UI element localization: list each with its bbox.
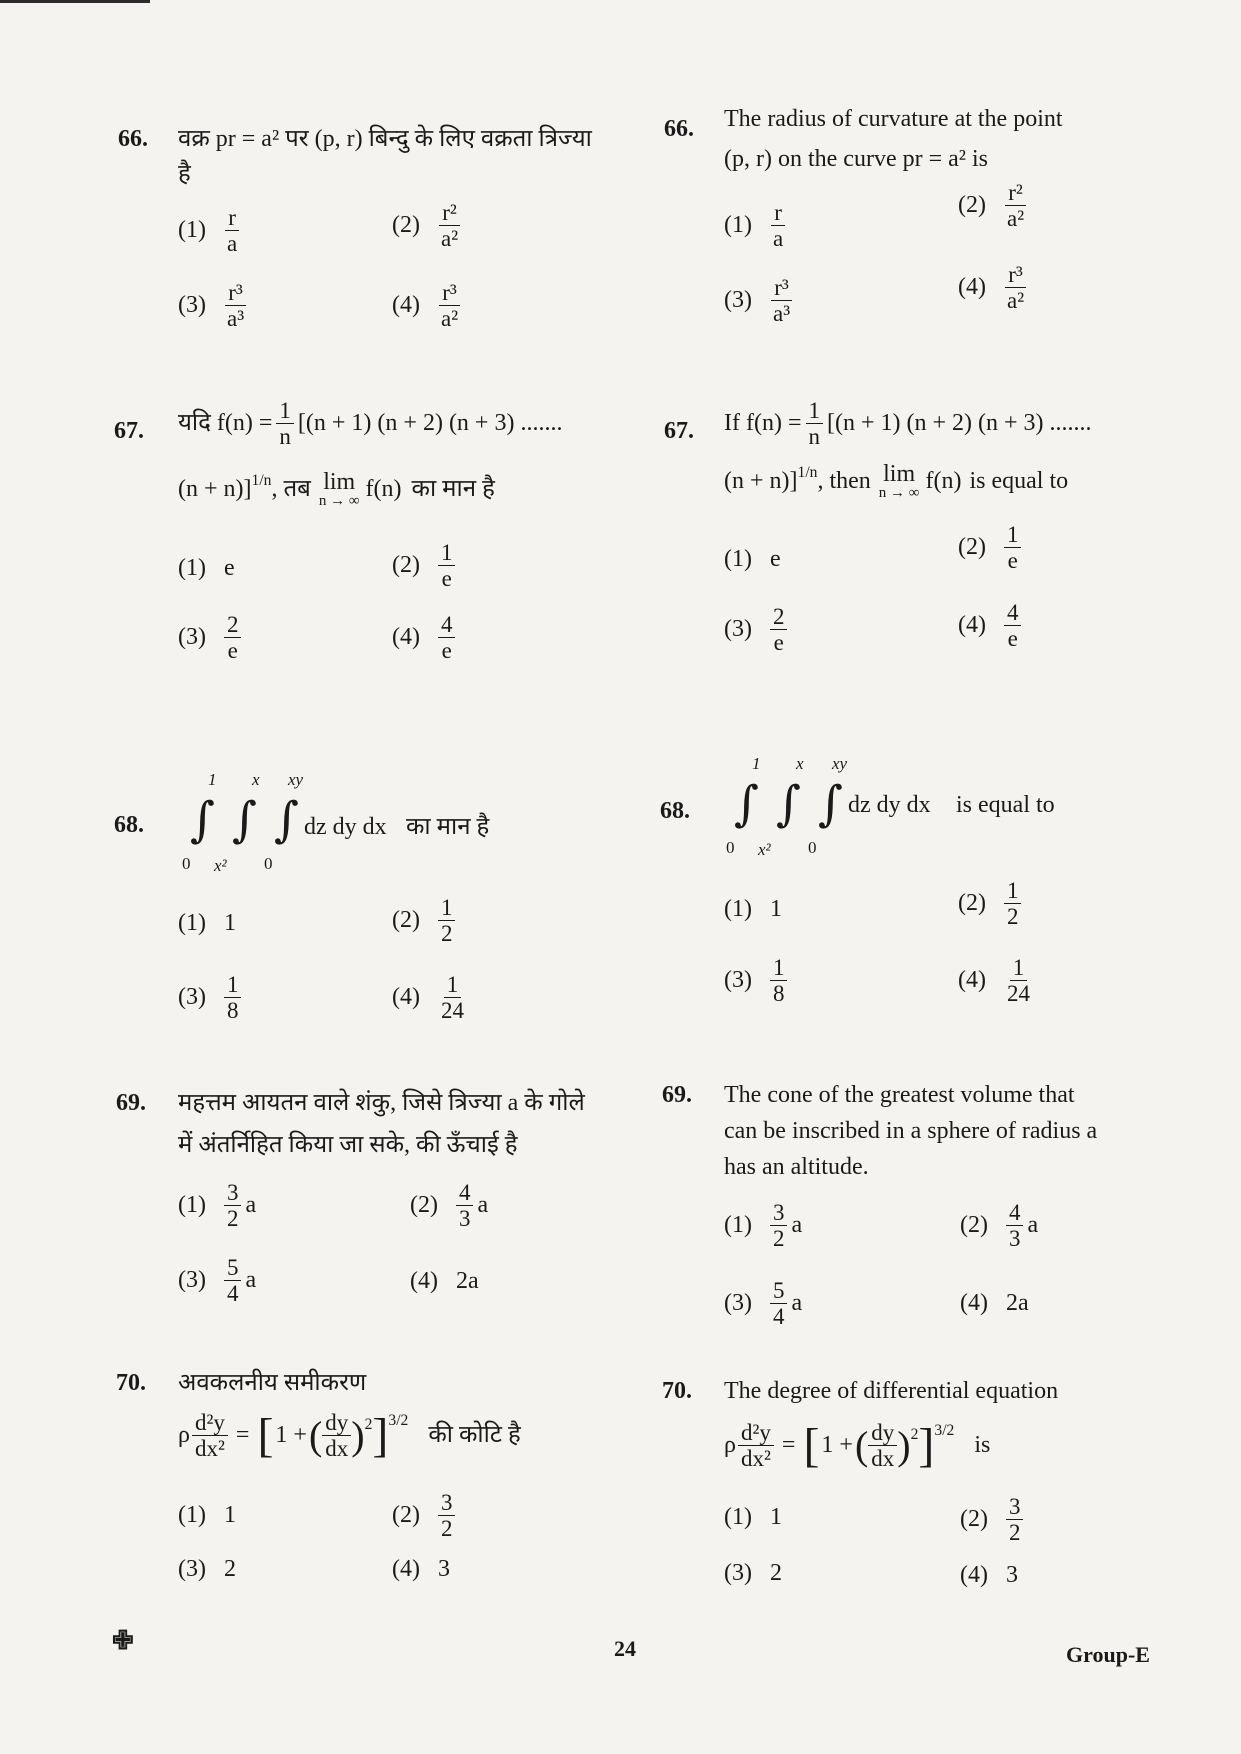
option-1: (1) e (724, 546, 781, 572)
option-2: (2) $\frac{3}{2}$ (392, 1490, 455, 1542)
option-1: (1) 1 (178, 1502, 236, 1528)
question-stem-line-1: यदि f(n) = $\frac{1}{n}$ [(n + 1) (n + 2) (n + 3) ....... (178, 398, 563, 450)
option-3: (3) $\frac{\text{r³}}{\text{a³}}$ (724, 275, 791, 327)
question-number: 66. (664, 116, 694, 142)
option-1: (1) $\frac{3}{2}$ a (724, 1200, 803, 1252)
option-3: (3) $\frac{\text{r³}}{\text{a³}}$ (178, 280, 245, 332)
question-number: 67. (664, 418, 694, 444)
scan-edge (0, 0, 1241, 8)
differential-equation: ρ $\frac{\text{d²y}}{\text{dx²}}$ = [ 1 + ( $\frac{dy}{dx}$ ) $^2$ ] $^{3/2}$ is (724, 1418, 991, 1472)
differential-equation: ρ $\frac{\text{d²y}}{\text{dx²}}$ = [ 1 + ( $\frac{dy}{dx}$ ) $^2$ ] $^{3/2}$ की कोटि है (178, 1408, 521, 1462)
option-1: (1) 1 (724, 896, 782, 922)
option-4: (4) $\frac{4}{e}$ (958, 600, 1021, 652)
option-3: (3) $\frac{5}{4}$ a (724, 1278, 803, 1330)
question-number: 70. (116, 1370, 146, 1396)
question-stem-line-1: महत्तम आयतन वाले शंकु, जिसे त्रिज्या a के गोले (178, 1090, 585, 1116)
option-4: (4) 2a (410, 1268, 479, 1294)
option-4: (4) 3 (960, 1562, 1018, 1588)
option-2: (2) $\frac{4}{3}$ a (960, 1200, 1039, 1252)
option-1: (1) 1 (178, 910, 236, 936)
option-4: (4) $\frac{\text{r³}}{\text{a²}}$ (958, 262, 1025, 314)
integral-sign-2: ∫ (776, 776, 802, 832)
integral-sign-3: ∫ (818, 776, 844, 832)
option-2: (2) $\frac{1}{2}$ (392, 895, 455, 947)
question-stem: The degree of differential equation (724, 1378, 1059, 1404)
group-label: Group-E (1066, 1642, 1150, 1667)
option-3: (3) $\frac{5}{4}$ a (178, 1255, 257, 1307)
question-number: 66. (118, 126, 148, 152)
page-number: 24 (614, 1636, 636, 1661)
option-2: (2) $\frac{1}{2}$ (958, 878, 1021, 930)
option-2: (2) $\frac{1}{e}$ (392, 540, 455, 592)
question-number: 67. (114, 418, 144, 444)
question-number: 68. (114, 812, 144, 838)
option-2: (2) $\frac{\text{r²}}{\text{a²}}$ (958, 180, 1025, 232)
option-4: (4) $\frac{1}{24}$ (392, 972, 464, 1024)
option-4: (4) $\frac{4}{e}$ (392, 612, 455, 664)
question-number: 69. (116, 1090, 146, 1116)
question-stem: वक्र pr = a² पर (p, r) बिन्दु के लिए वक्रता त्रिज्या है (178, 126, 592, 187)
triple-integral: 1 x xy ∫ ∫ ∫ 0 x² 0 dz dy dx का मान है (182, 770, 490, 875)
option-3: (3) 2 (178, 1556, 236, 1582)
option-3: (3) 2 (724, 1560, 782, 1586)
option-1: (1) $\frac{r}{a}$ (724, 200, 784, 252)
question-stem-line-1: The radius of curvature at the point (724, 106, 1063, 132)
option-2: (2) $\frac{3}{2}$ (960, 1494, 1023, 1546)
option-2: (2) $\frac{4}{3}$ a (410, 1180, 489, 1232)
question-number: 70. (662, 1378, 692, 1404)
option-4: (4) $\frac{1}{24}$ (958, 955, 1030, 1007)
question-stem-line-2: (n + n)] $^{1/n}$ , तब lim n → ∞ f(n) का मान है (178, 469, 495, 509)
question-stem-line-2: (p, r) on the curve pr = a² is (724, 146, 988, 172)
question-stem-line-2: में अंतर्निहित किया जा सके, की ऊँचाई है (178, 1132, 518, 1158)
option-1: (1) e (178, 555, 235, 581)
integral-sign-1: ∫ (190, 792, 216, 848)
option-4: (4) 3 (392, 1556, 450, 1582)
integral-sign-3: ∫ (274, 792, 300, 848)
option-2: (2) $\frac{\text{r²}}{\text{a²}}$ (392, 200, 459, 252)
option-4: (4) 2a (960, 1290, 1029, 1316)
option-3: (3) $\frac{1}{8}$ (724, 955, 787, 1007)
question-stem-line-1: The cone of the greatest volume that (724, 1082, 1075, 1108)
question-stem-line-2: (n + n)] $^{1/n}$ , then lim n → ∞ f(n) is equal to (724, 461, 1069, 501)
option-4: (4) $\frac{\text{r³}}{\text{a²}}$ (392, 280, 459, 332)
question-stem-line-1: If f(n) = $\frac{1}{n}$ [(n + 1) (n + 2) (n + 3) ....... (724, 398, 1092, 450)
option-2: (2) $\frac{1}{e}$ (958, 522, 1021, 574)
option-3: (3) $\frac{2}{e}$ (178, 612, 241, 664)
integral-sign-2: ∫ (232, 792, 258, 848)
option-1: (1) $\frac{3}{2}$ a (178, 1180, 257, 1232)
option-1: (1) 1 (724, 1504, 782, 1530)
question-stem-line-3: has an altitude. (724, 1154, 869, 1180)
registration-cross-icon: ✙ (112, 1626, 134, 1655)
option-3: (3) $\frac{1}{8}$ (178, 972, 241, 1024)
question-stem-line-2: can be inscribed in a sphere of radius a (724, 1118, 1098, 1144)
question-number: 68. (660, 798, 690, 824)
integral-sign-1: ∫ (734, 776, 760, 832)
option-3: (3) $\frac{2}{e}$ (724, 604, 787, 656)
triple-integral: 1 x xy ∫ ∫ ∫ 0 x² 0 dz dy dx is equal to (726, 754, 1055, 859)
question-stem: अवकलनीय समीकरण (178, 1370, 367, 1396)
question-number: 69. (662, 1082, 692, 1108)
option-1: (1) $\frac{r}{a}$ (178, 205, 238, 257)
